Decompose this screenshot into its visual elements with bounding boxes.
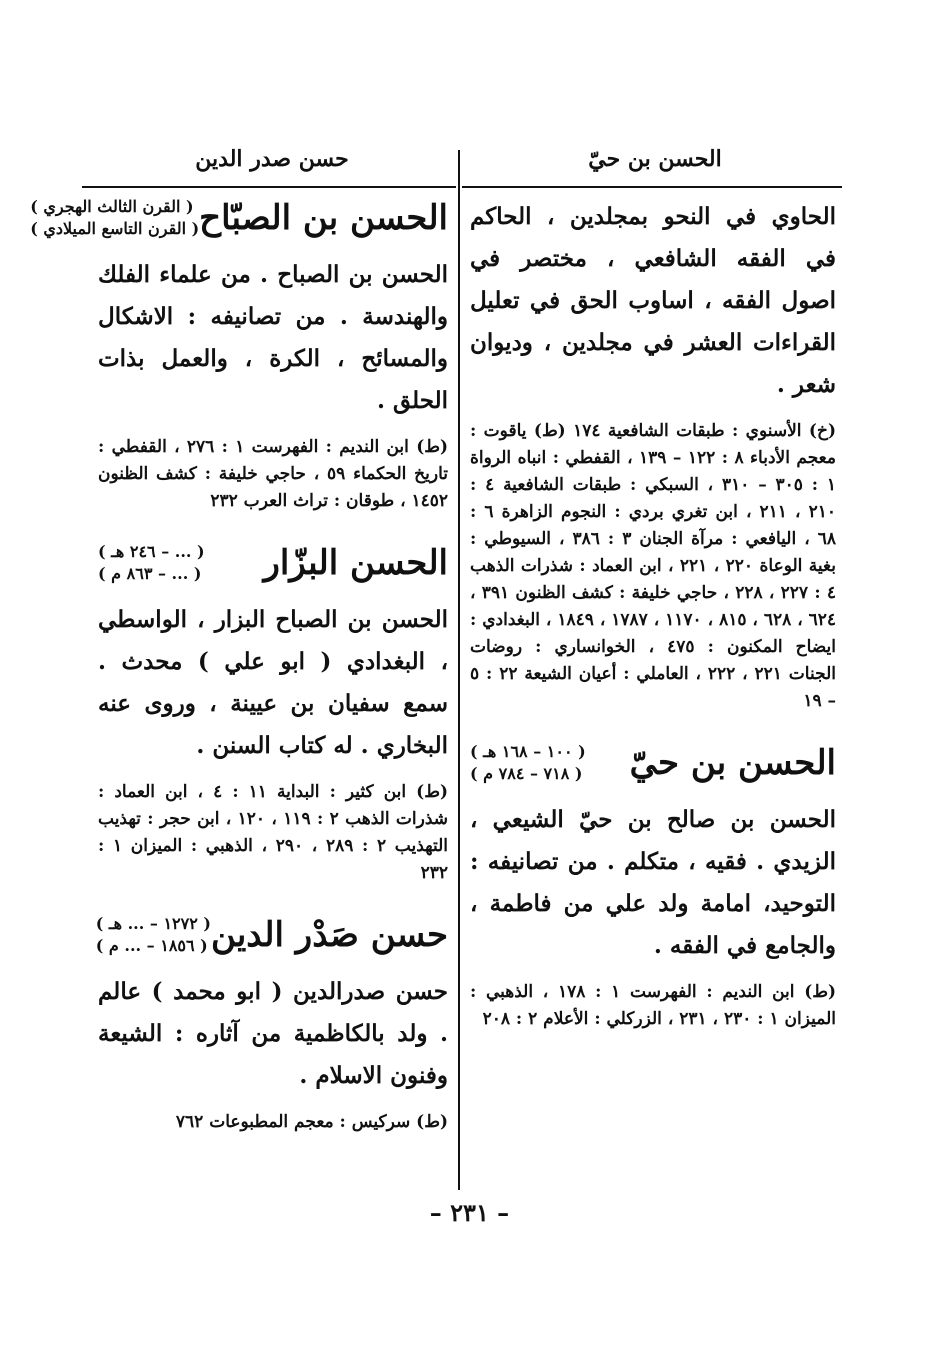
date-gregorian: ( ٧١٨ – ٧٨٤ م ) [470,764,583,783]
continuation-references: (خ) الأسنوي : طبقات الشافعية ١٧٤ (ط) ياقوت : معجم الأدباء ٨ : ١٢٢ – ١٣٩ ، القفطي : انباه الرواة ١ : ٣٠٥ – ٣١٠ ، السبكي : طبقات الشافعية ٤ : ٢١٠ ، ٢١١ ، ابن تغري بردي : النجوم الزاهرة ٦ : ٦٨ ، اليافعي : مرآة الجنان ٣ : ٣٨٦ ، السيوطي : بغية الوعاة ٢٢٠ ، ٢٢١ ، ابن العماد : شذرات الذهب ٤ : ٢٢٧ ، ٢٢٨ ، حاجي خليفة : كشف الظنون ٣٩١ ، ٦٢٤ ، ٦٢٨ ، ٨١٥ ، ١١٧٠ ، ١٧٨٧ ، ١٨٤٩ ، البغدادي : ايضاح المكنون : ٤٧٥ ، الخوانساري : روضات الجنات ٢٢١ ، ٢٢٢ ، العاملي : أعيان الشيعة ٢٢ : ٥ – ١٩ [470,421,837,711]
entry-dates [470,741,586,785]
entry-references: (ط) سركيس : معجم المطبوعات ٧٦٢ [175,1112,448,1132]
date-gregorian: ( ... – ٨٦٣ م ) [98,564,202,583]
column-divider [458,150,460,1190]
date-gregorian: ( ١٨٥٦ – ... م ) [95,936,208,955]
entry-dates [98,541,205,585]
entry-title: الحسن بن حيّ [629,743,836,783]
left-column [30,196,449,1136]
entry-references: (ط) ابن النديم : الفهرست ١ : ٢٧٦ ، القفطي : تاريخ الحكماء ٥٩ ، حاجي خليفة : كشف الظنون ١٤٥٢ ، طوقان : تراث العرب ٢٣٢ [98,437,449,511]
entry-header [95,913,448,957]
entry-dates [96,913,211,957]
header-rule-right [462,186,842,188]
entry-text: الحسن بن صالح بن حيّ الشيعي ، الزيدي . فقيه ، متكلم . من تصانيفه : التوحيد، امامة ولد علي من فاطمة ، والجامع في الفقه . [470,806,836,959]
entry-references: (ط) ابن النديم : الفهرست ١ : ١٧٨ ، الذهبي : الميزان ١ : ٢٣٠ ، ٢٣١ ، الزركلي : الأعلام ٢ : ٢٠٨ [470,982,837,1029]
header-rule-left [82,186,456,188]
right-column [470,196,836,1033]
date-hijri: ( ١٠٠ – ١٦٨ هـ ) [470,742,586,761]
entry-header [30,196,448,240]
page-number: – ٢٣١ – [429,1198,510,1227]
entry-title: الحسن البزّار [263,543,448,583]
entry-text: الحسن بن الصباح . من علماء الفلك والهندسة . من تصانيفه : الاشكال والمسائح ، الكرة ، والعمل بذات الحلق . [98,261,448,414]
entry-text: حسن صدرالدين ( ابو محمد ) عالم . ولد بالكاظمية من آثاره : الشيعة وفنون الاسلام . [98,978,448,1089]
entry-title: حسن صَدْر الدين [210,915,448,955]
date-hijri: ( القرن الثالث الهجري ) [30,197,194,216]
entry-header [470,741,836,785]
entry-header [98,541,448,585]
date-hijri: ( ١٢٧٢ – ... هـ ) [95,914,211,933]
date-hijri: ( ... – ٢٤٦ هـ ) [98,542,205,561]
entry-references: (ط) ابن كثير : البداية ١١ : ٤ ، ابن العماد : شذرات الذهب ٢ : ١١٩ ، ١٢٠ ، ابن حجر : تهذيب التهذيب ٢ : ٢٨٩ ، ٢٩٠ ، الذهبي : الميزان ١ : ٢٣٢ [98,782,449,883]
running-head-left: حسن صدر الدين [195,146,349,172]
entry-dates [30,196,199,240]
entry-text: الحسن بن الصباح البزار ، الواسطي ، البغدادي ( ابو علي ) محدث . سمع سفيان بن عيينة ، وروى عنه البخاري . له كتاب السنن . [98,606,448,759]
date-gregorian: ( القرن التاسع الميلادي ) [30,219,200,238]
running-head-right: الحسن بن حيّ [588,146,722,172]
continuation-text: الحاوي في النحو بمجلدين ، الحاكم في الفقه الشافعي ، مختصر في اصول الفقه ، اساوب الحق في تعليل القراءات العشر في مجلدين ، وديوان شعر . [470,203,836,398]
entry-title: الحسن بن الصبّاح [199,198,448,238]
